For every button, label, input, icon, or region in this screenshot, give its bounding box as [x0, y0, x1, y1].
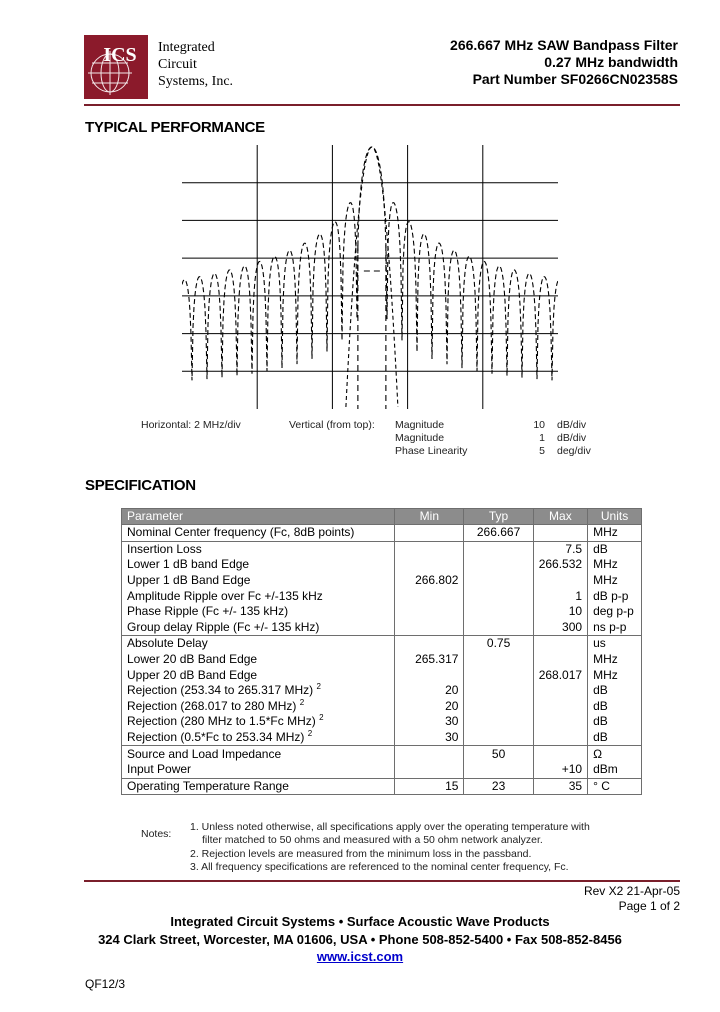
table-row: [122, 525, 642, 542]
table-row: [122, 620, 642, 636]
title-line-3: Part Number SF0266CN02358S: [472, 71, 678, 87]
table-row: [122, 604, 642, 620]
cell-min: [395, 588, 464, 604]
document-code: QF12/3: [85, 977, 126, 991]
cell-max: 268.017: [533, 667, 587, 683]
cell-max: [533, 573, 587, 589]
company-logo: [84, 35, 148, 99]
cell-typ: [464, 699, 533, 715]
cell-max: [533, 699, 587, 715]
cell-typ: [464, 604, 533, 620]
performance-chart: [182, 145, 558, 409]
table-row: [122, 652, 642, 668]
footer-division: Surface Acoustic Wave Products: [346, 914, 550, 929]
table-row: [122, 667, 642, 683]
cell-max: 1: [533, 588, 587, 604]
performance-chart-svg: [182, 145, 558, 409]
cell-units: dB: [588, 699, 642, 715]
note-3: 3. All frequency specifications are referenced to the nominal center frequency, Fc.: [190, 861, 569, 873]
cell-typ: [464, 573, 533, 589]
cell-max: [533, 714, 587, 730]
page-number: Page 1 of 2: [618, 899, 680, 913]
cell-min: 30: [395, 714, 464, 730]
title-line-1: 266.667 MHz SAW Bandpass Filter: [450, 37, 678, 53]
trace-phase-linearity: [358, 245, 386, 409]
trace-2-name: Magnitude: [395, 432, 445, 444]
trace-2-value: 1: [539, 432, 545, 444]
cell-param: Upper 1 dB Band Edge: [122, 573, 395, 589]
cell-min: [395, 762, 464, 778]
footer-address-line: 324 Clark Street, Worcester, MA 01606, USA • Phone 508-852-5400 • Fax 508-852-8456: [98, 932, 622, 947]
cell-param: Operating Temperature Range: [122, 778, 395, 795]
column-header-typ: Typ: [464, 509, 533, 525]
cell-units: Ω: [588, 746, 642, 762]
cell-min: [395, 636, 464, 652]
trace-3-value: 5: [539, 445, 545, 457]
column-header-max: Max: [533, 509, 587, 525]
company-line-3: Systems, Inc.: [158, 74, 234, 89]
cell-units: dB: [588, 714, 642, 730]
cell-typ: [464, 652, 533, 668]
cell-min: 20: [395, 699, 464, 715]
cell-units: MHz: [588, 667, 642, 683]
footnote-marker: 2: [316, 682, 321, 692]
cell-min: 30: [395, 730, 464, 746]
trace-magnitude-1db: [346, 147, 398, 407]
cell-units: MHz: [588, 525, 642, 542]
table-header-row: [122, 509, 642, 525]
cell-typ: [464, 683, 533, 699]
cell-typ: [464, 730, 533, 746]
vertical-scale-label: Vertical (from top):: [289, 419, 375, 431]
table-row: [122, 683, 642, 699]
table-row: [122, 746, 642, 762]
note-1-cont: filter matched to 50 ohms and measured with a 50 ohm network analyzer.: [202, 834, 543, 846]
trace-2-unit: dB/div: [557, 432, 587, 444]
cell-units: dB: [588, 683, 642, 699]
typical-performance-heading: TYPICAL PERFORMANCE: [85, 119, 265, 136]
cell-param: Rejection (268.017 to 280 MHz) $^2$: [122, 699, 395, 715]
specification-table: [121, 508, 642, 795]
cell-units: MHz: [588, 652, 642, 668]
cell-min: [395, 541, 464, 557]
trace-1-value: 10: [533, 419, 545, 431]
footer-divider: [84, 880, 680, 882]
trace-magnitude-10db: [182, 147, 558, 380]
trace-1-unit: dB/div: [557, 419, 587, 431]
cell-param: Upper 20 dB Band Edge: [122, 667, 395, 683]
cell-typ: [464, 557, 533, 573]
cell-min: 265.317: [395, 652, 464, 668]
cell-units: MHz: [588, 573, 642, 589]
company-name: [158, 39, 233, 90]
cell-typ: 23: [464, 778, 533, 795]
cell-param: Absolute Delay: [122, 636, 395, 652]
cell-units: MHz: [588, 557, 642, 573]
cell-typ: [464, 667, 533, 683]
cell-max: 266.532: [533, 557, 587, 573]
cell-min: [395, 746, 464, 762]
cell-units: deg p-p: [588, 604, 642, 620]
cell-units: dBm: [588, 762, 642, 778]
table-row: [122, 699, 642, 715]
cell-param: Rejection (253.34 to 265.317 MHz) $^2$: [122, 683, 395, 699]
cell-max: +10: [533, 762, 587, 778]
trace-1-name: Magnitude: [395, 419, 445, 431]
cell-max: [533, 525, 587, 542]
cell-param: Group delay Ripple (Fc +/- 135 kHz): [122, 620, 395, 636]
footer-company-line: [0, 914, 720, 929]
table-row: [122, 541, 642, 557]
header-divider: [84, 104, 680, 106]
cell-param: Lower 1 dB band Edge: [122, 557, 395, 573]
cell-param: Input Power: [122, 762, 395, 778]
cell-typ: [464, 588, 533, 604]
cell-param: Rejection (0.5*Fc to 253.34 MHz) $^2$: [122, 730, 395, 746]
cell-param: Phase Ripple (Fc +/- 135 kHz): [122, 604, 395, 620]
table-row: [122, 573, 642, 589]
note-1: 1. Unless noted otherwise, all specifications apply over the operating temperature with: [190, 821, 590, 833]
cell-max: [533, 683, 587, 699]
cell-min: 20: [395, 683, 464, 699]
cell-max: 35: [533, 778, 587, 795]
revision-info: [584, 884, 680, 914]
company-line-2: Circuit: [158, 57, 197, 72]
cell-min: [395, 604, 464, 620]
cell-typ: [464, 620, 533, 636]
trace-3-name: Phase Linearity: [395, 445, 468, 457]
note-2: 2. Rejection levels are measured from the minimum loss in the passband.: [190, 848, 532, 860]
website-link[interactable]: www.icst.com: [316, 949, 404, 964]
cell-typ: 50: [464, 746, 533, 762]
cell-units: dB: [588, 541, 642, 557]
cell-param: Insertion Loss: [122, 541, 395, 557]
cell-min: [395, 525, 464, 542]
cell-units: dB: [588, 730, 642, 746]
table-row: [122, 778, 642, 795]
cell-typ: [464, 714, 533, 730]
cell-units: ns p-p: [588, 620, 642, 636]
cell-max: 300: [533, 620, 587, 636]
footnote-marker: 2: [299, 697, 305, 707]
cell-typ: 266.667: [464, 525, 533, 542]
table-row: [122, 588, 642, 604]
cell-min: 266.802: [395, 573, 464, 589]
cell-units: ° C: [588, 778, 642, 795]
column-header-units: Units: [588, 509, 642, 525]
cell-units: dB p-p: [588, 588, 642, 604]
column-header-parameter: Parameter: [122, 509, 395, 525]
logo-text: ICS: [103, 44, 137, 66]
horizontal-scale-label: Horizontal: 2 MHz/div: [141, 419, 241, 431]
cell-typ: [464, 541, 533, 557]
footer-company: Integrated Circuit Systems: [170, 914, 336, 929]
cell-min: 15: [395, 778, 464, 795]
title-line-2: 0.27 MHz bandwidth: [544, 54, 678, 70]
cell-max: [533, 652, 587, 668]
cell-max: 10: [533, 604, 587, 620]
cell-min: [395, 557, 464, 573]
table-row: [122, 714, 642, 730]
cell-typ: 0.75: [464, 636, 533, 652]
cell-param: Amplitude Ripple over Fc +/-135 kHz: [122, 588, 395, 604]
product-title: [450, 37, 678, 88]
footer-bullet: •: [338, 914, 347, 929]
footer-url-line: [0, 949, 720, 964]
revision-text: Rev X2 21-Apr-05: [583, 884, 680, 898]
column-header-min: Min: [395, 509, 464, 525]
cell-max: 7.5: [533, 541, 587, 557]
company-line-1: Integrated: [158, 40, 215, 55]
cell-param: Lower 20 dB Band Edge: [122, 652, 395, 668]
table-row: [122, 730, 642, 746]
cell-min: [395, 667, 464, 683]
cell-param: Nominal Center frequency (Fc, 8dB points): [122, 525, 395, 542]
cell-param: Rejection (280 MHz to 1.5*Fc MHz) $^2$: [122, 714, 395, 730]
trace-3-unit: deg/div: [557, 445, 591, 457]
notes-label: Notes:: [141, 828, 172, 840]
cell-max: [533, 636, 587, 652]
cell-max: [533, 730, 587, 746]
table-row: [122, 557, 642, 573]
cell-typ: [464, 762, 533, 778]
specification-heading: SPECIFICATION: [85, 477, 196, 494]
footnote-marker: 2: [319, 713, 324, 723]
table-row: [122, 636, 642, 652]
table-row: [122, 762, 642, 778]
cell-param: Source and Load Impedance: [122, 746, 395, 762]
cell-min: [395, 620, 464, 636]
footnote-marker: 2: [307, 729, 313, 739]
cell-units: us: [588, 636, 642, 652]
cell-max: [533, 746, 587, 762]
